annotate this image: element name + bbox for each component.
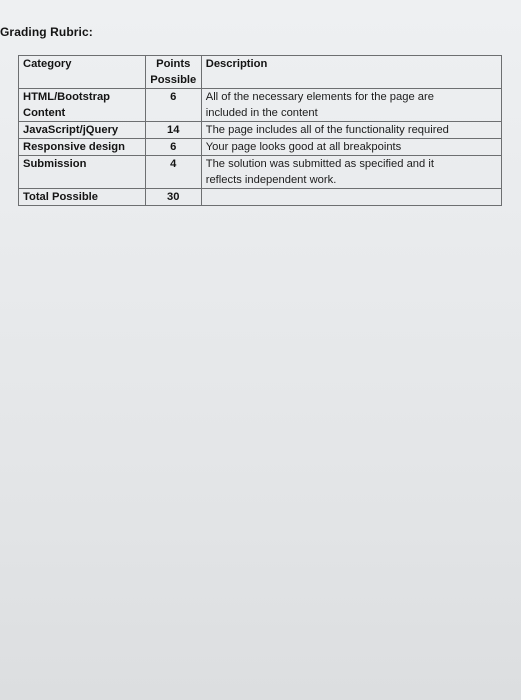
points-cell <box>145 89 201 189</box>
table-body-row <box>19 89 502 189</box>
description-html-line2: included in the content <box>202 105 501 122</box>
total-points-cell <box>145 189 201 206</box>
header-points-line1: Points <box>156 58 191 70</box>
header-description <box>201 56 501 89</box>
points-javascript: 14 <box>146 122 201 139</box>
header-points <box>145 56 201 89</box>
table-header-row <box>19 56 502 89</box>
category-cell <box>19 89 146 189</box>
header-category-label: Category <box>23 58 72 70</box>
category-responsive: Responsive design <box>19 139 145 156</box>
description-submission-line2: reflects independent work. <box>205 174 337 186</box>
points-responsive: 6 <box>146 139 201 156</box>
category-html-line2: Content <box>19 105 145 122</box>
category-html-line1: HTML/Bootstrap <box>23 91 111 103</box>
total-label-cell <box>19 189 146 206</box>
header-description-label: Description <box>205 58 268 70</box>
category-javascript: JavaScript/jQuery <box>19 122 145 139</box>
header-points-line2: Possible <box>150 74 197 86</box>
description-submission-line1: The solution was submitted as specified and it <box>205 158 434 170</box>
total-description-cell <box>201 189 501 206</box>
header-category <box>19 56 146 89</box>
rubric-table <box>18 55 502 206</box>
description-responsive: Your page looks good at all breakpoints <box>202 139 501 156</box>
table-total-row <box>19 189 502 206</box>
total-label: Total Possible <box>23 191 99 203</box>
total-points: 30 <box>167 191 180 203</box>
points-submission: 4 <box>170 158 177 170</box>
points-html: 6 <box>170 91 177 103</box>
rubric-heading: Grading Rubric: <box>0 25 93 39</box>
category-submission: Submission <box>23 158 87 170</box>
description-html-line1: All of the necessary elements for the page are <box>205 91 434 103</box>
description-cell <box>201 89 501 189</box>
points-html-spacer <box>146 105 201 122</box>
description-javascript: The page includes all of the functionality required <box>202 122 501 139</box>
